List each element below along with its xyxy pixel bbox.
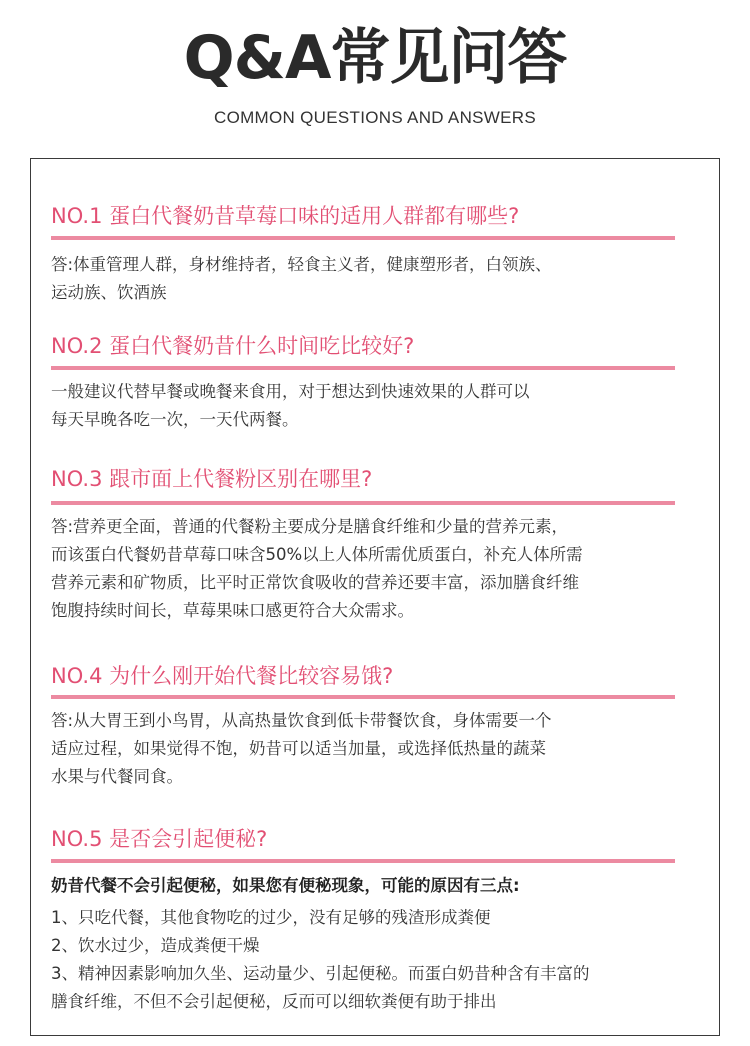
answer-4-line-3: 水果与代餐同食。 (51, 767, 183, 786)
answer-1-line-1: 答:体重管理人群，身材维持者，轻食主义者，健康塑形者，白领族、 (51, 255, 552, 274)
question-4: NO.4 为什么刚开始代餐比较容易饿? (51, 664, 394, 688)
answer-1 (51, 251, 701, 307)
question-5: NO.5 是否会引起便秘? (51, 827, 268, 851)
answer-4-line-1: 答:从大胃王到小鸟胃，从高热量饮食到低卡带餐饮食，身体需要一个 (51, 711, 552, 730)
question-1: NO.1 蛋白代餐奶昔草莓口味的适用人群都有哪些? (51, 204, 520, 228)
answer-3 (51, 513, 701, 625)
question-3: NO.3 跟市面上代餐粉区别在哪里? (51, 467, 373, 491)
answer-5 (51, 904, 701, 1016)
answer-4-line-2: 适应过程，如果觉得不饱，奶昔可以适当加量，或选择低热量的蔬菜 (51, 739, 546, 758)
answer-3-line-2: 而该蛋白代餐奶昔草莓口味含50%以上人体所需优质蛋白，补充人体所需 (51, 545, 583, 564)
answer-4 (51, 707, 701, 791)
page-subtitle: COMMON QUESTIONS AND ANSWERS (214, 108, 536, 127)
answer-5-line-1: 1、只吃代餐，其他食物吃的过少，没有足够的残渣形成粪便 (51, 908, 491, 927)
answer-3-line-1: 答:营养更全面，普通的代餐粉主要成分是膳食纤维和少量的营养元素， (51, 517, 569, 536)
answer-5-lead: 奶昔代餐不会引起便秘，如果您有便秘现象，可能的原因有三点: (51, 876, 520, 895)
answer-3-line-3: 营养元素和矿物质，比平时正常饮食吸收的营养还要丰富，添加膳食纤维 (51, 573, 579, 592)
question-2-underline (51, 366, 675, 370)
answer-5-line-2: 2、饮水过少，造成粪便干燥 (51, 936, 260, 955)
question-5-underline (51, 859, 675, 863)
page-title: Q&A常见问答 (183, 23, 567, 93)
question-4-underline (51, 695, 675, 699)
answer-2-line-1: 一般建议代替早餐或晚餐来食用，对于想达到快速效果的人群可以 (51, 382, 530, 401)
answer-3-line-4: 饱腹持续时间长，草莓果味口感更符合大众需求。 (51, 601, 414, 620)
question-2: NO.2 蛋白代餐奶昔什么时间吃比较好? (51, 334, 415, 358)
answer-2-line-2: 每天早晚各吃一次，一天代两餐。 (51, 410, 299, 429)
answer-5-line-4: 膳食纤维，不但不会引起便秘，反而可以细软粪便有助于排出 (51, 992, 497, 1011)
question-1-underline (51, 236, 675, 240)
answer-1-line-2: 运动族、饮酒族 (51, 283, 167, 302)
answer-2 (51, 378, 701, 434)
answer-5-line-3: 3、精神因素影响加久坐、运动量少、引起便秘。而蛋白奶昔种含有丰富的 (51, 964, 590, 983)
question-3-underline (51, 501, 675, 505)
